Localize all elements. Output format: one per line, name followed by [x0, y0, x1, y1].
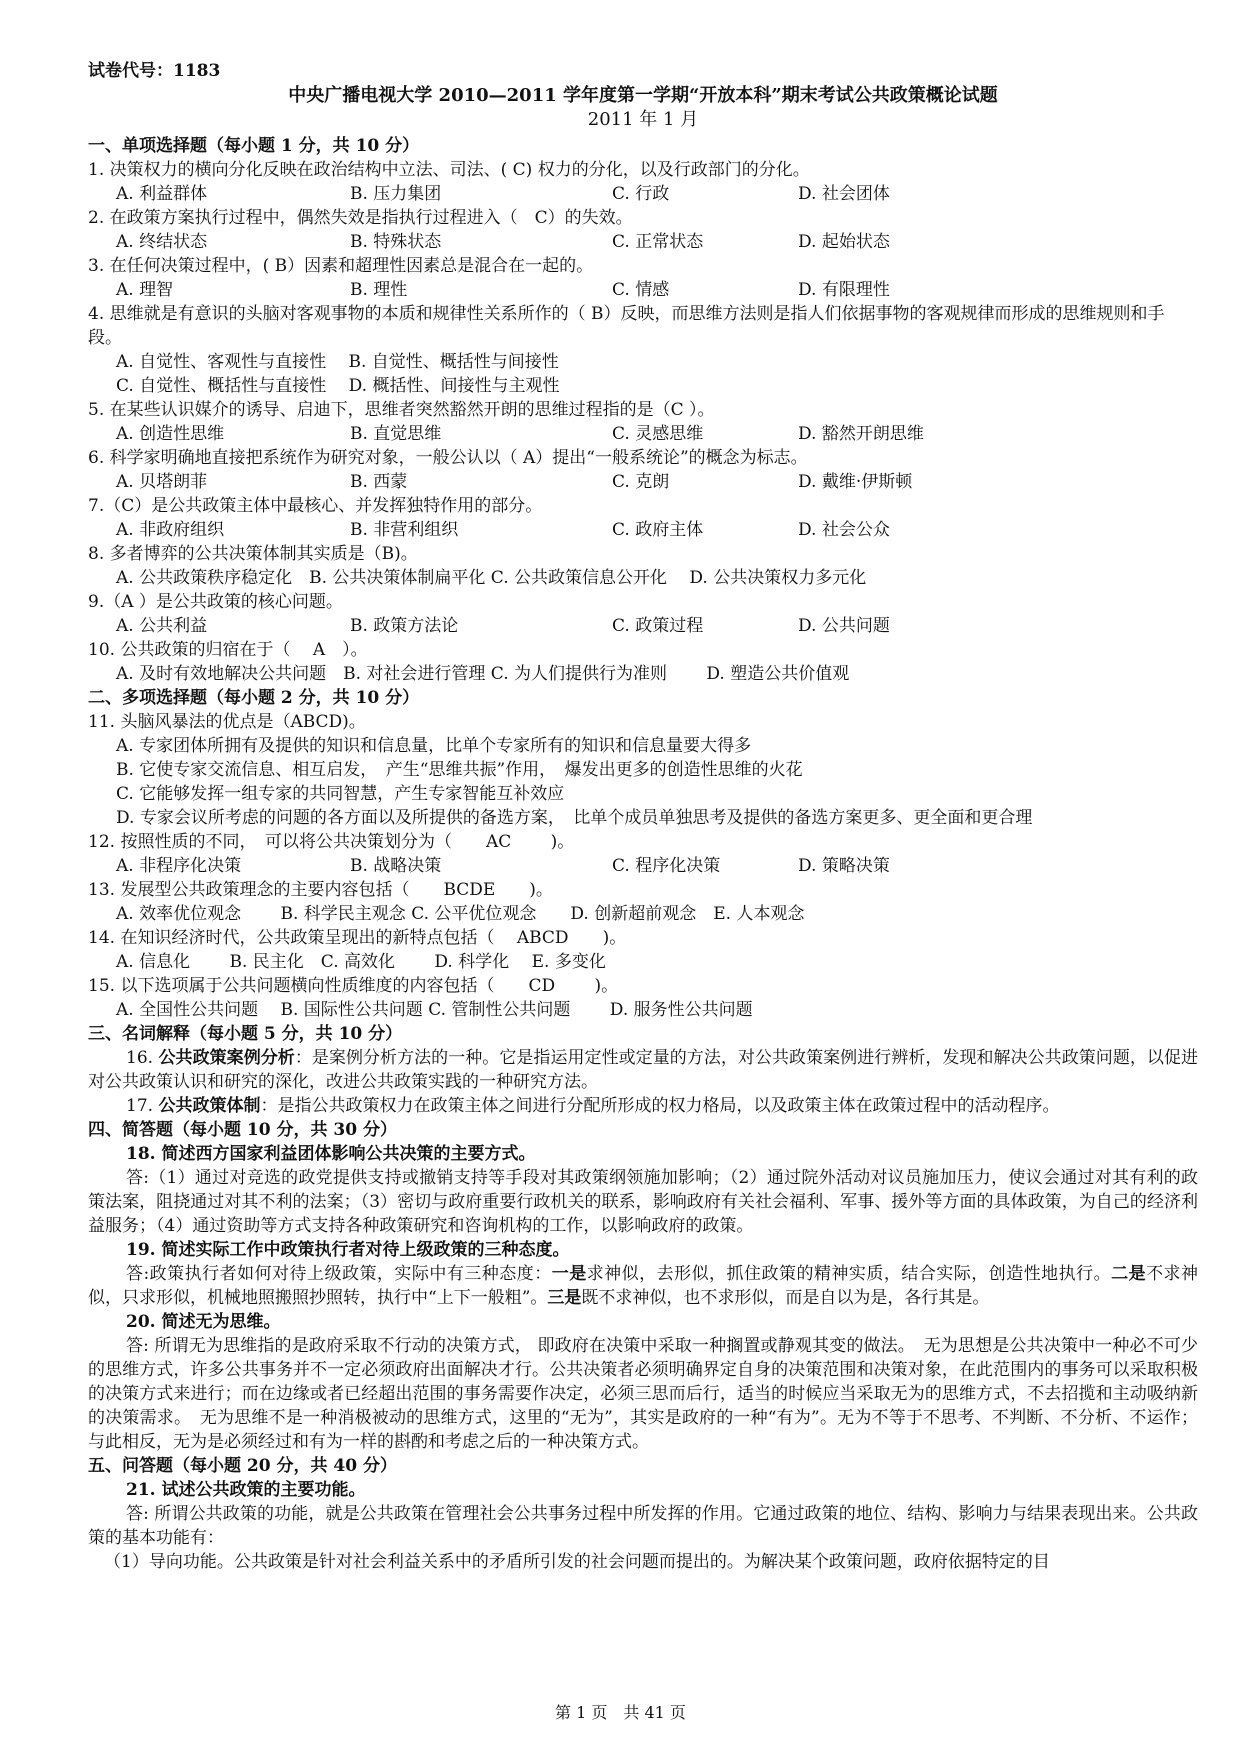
- option-line: A. 专家团体所拥有及提供的知识和信息量，比单个专家所有的知识和信息量要大得多: [116, 736, 752, 756]
- question-stem: 13. 发展型公共政策理念的主要内容包括（ BCDE )。: [88, 880, 553, 900]
- option-line: A. 及时有效地解决公共问题 B. 对社会进行管理 C. 为人们提供行为准则 D. 塑造公共价值观: [116, 664, 850, 684]
- question-stem: 14. 在知识经济时代，公共政策呈现出的新特点包括（ ABCD )。: [88, 928, 627, 948]
- question-stem: 6. 科学家明确地直接把系统作为研究对象，一般公认以（ A）提出“一般系统论”的概念为标志。: [88, 448, 808, 468]
- option-line: A. 信息化 B. 民主化 C. 高效化 D. 科学化 E. 多变化: [116, 952, 606, 972]
- option: D. 戴维·伊斯顿: [798, 472, 913, 492]
- exam-page: [88, 52, 1198, 1574]
- option: A. 创造性思维: [116, 424, 225, 444]
- option: A. 理智: [116, 280, 174, 300]
- option: D. 起始状态: [798, 232, 890, 252]
- multiple-choice-questions: [88, 710, 1198, 1022]
- option-line: D. 专家会议所考虑的问题的各方面以及所提供的备选方案， 比单个成员单独思考及提供的备选方案更多、更全面和更合理: [116, 808, 1033, 828]
- question-title: 20. 简述无为思维。: [126, 1312, 281, 1332]
- question-title: 19. 简述实际工作中政策执行者对待上级政策的三种态度。: [126, 1240, 570, 1260]
- section-heading-short-answer: 四、简答题（每小题 10 分，共 30 分）: [88, 1120, 397, 1140]
- option: D. 社会公众: [798, 520, 890, 540]
- answer-point: （1）导向功能。公共政策是针对社会利益关系中的矛盾所引发的社会问题而提出的。为解决某个政策问题，政府依据特定的目: [104, 1552, 1050, 1572]
- option: B. 特殊状态: [350, 232, 442, 252]
- term-definition: 17. 公共政策体制：是指公共政策权力在政策主体之间进行分配所形成的权力格局，以及政策主体在政策过程中的活动程序。: [126, 1096, 1060, 1116]
- question-stem: 12. 按照性质的不同， 可以将公共决策划分为（ AC )。: [88, 832, 575, 852]
- option: D. 公共问题: [798, 616, 890, 636]
- term: 公共政策体制: [158, 1096, 261, 1116]
- question-stem: 9.（A ）是公共政策的核心问题。: [88, 592, 343, 612]
- option-line: B. 它使专家交流信息、相互启发， 产生“思维共振”作用， 爆发出更多的创造性思维的火花: [116, 760, 803, 780]
- option-line: C. 自觉性、概括性与直接性 D. 概括性、间接性与主观性: [116, 376, 560, 396]
- term: 公共政策案例分析: [158, 1048, 295, 1068]
- option: C. 克朗: [612, 472, 670, 492]
- option-line: A. 全国性公共问题 B. 国际性公共问题 C. 管制性公共问题 D. 服务性公共问题: [116, 1000, 753, 1020]
- question-stem: 4. 思维就是有意识的头脑对客观事物的本质和规律性关系所作的（ B）反映，而思维方法则是指人们依据事物的客观规律而形成的思维规则和手段。: [88, 304, 1165, 348]
- option: C. 正常状态: [612, 232, 704, 252]
- answer-text: 答:（1）通过对竞选的政党提供支持或撤销支持等手段对其政策纲领施加影响；（2）通过院外活动对议员施加压力，使议会通过对其有利的政策法案，阻挠通过对其不利的法案；（3）密切与政府重要行政机关的联系，影响政府有关社会福利、军事、援外等方面的具体政策，为自己的经济利益服务；（4）通过资助等方式支持各种政策研究和咨询机构的工作，以影响政府的政策。: [88, 1168, 1198, 1236]
- option-line: C. 它能够发挥一组专家的共同智慧，产生专家智能互补效应: [116, 784, 565, 804]
- options-row: [88, 470, 1198, 494]
- option: C. 情感: [612, 280, 670, 300]
- option: A. 非政府组织: [116, 520, 225, 540]
- options-row: [88, 614, 1198, 638]
- options-row: [88, 230, 1198, 254]
- option: B. 压力集团: [350, 184, 442, 204]
- exam-date: 2011 年 1 月: [587, 109, 699, 130]
- page-title: 中央广播电视大学 2010—2011 学年度第一学期“开放本科”期末考试公共政策概论试题: [288, 85, 998, 106]
- option: B. 理性: [350, 280, 408, 300]
- option-line: A. 自觉性、客观性与直接性 B. 自觉性、概括性与间接性: [116, 352, 559, 372]
- option: D. 策略决策: [798, 856, 890, 876]
- question-stem: 15. 以下选项属于公共问题横向性质维度的内容包括（ CD )。: [88, 976, 619, 996]
- single-choice-questions: [88, 158, 1198, 686]
- section-heading-essay: 五、问答题（每小题 20 分，共 40 分）: [88, 1456, 397, 1476]
- option: C. 政府主体: [612, 520, 704, 540]
- answer-text: 答: 所谓无为思维指的是政府采取不行动的决策方式， 即政府在决策中采取一种搁置或静观其变的做法。 无为思想是公共决策中一种必不可少的思维方式，许多公共事务并不一定必须政府出面解决才行。公共决策者必须明确界定自身的决策范围和决策对象，在此范围内的事务可以采取积极的决策方式来进行；而在边缘或者已经超出范围的事务需要作决定，必须三思而后行，适当的时候应当采取无为的思维方式，不去招揽和主动吸纳新的决策需求。 无为思维不是一种消极被动的思维方式，这里的“无为”，其实是政府的一种“有为”。无为不等于不思考、不判断、不分析、不运作；与此相反，无为是必须经过和有为一样的斟酌和考虑之后的一种决策方式。: [88, 1336, 1198, 1452]
- option: C. 灵感思维: [612, 424, 704, 444]
- question-stem: 10. 公共政策的归宿在于（ A ）。: [88, 640, 368, 660]
- page-number: 第 1 页 共 41 页: [555, 1703, 686, 1722]
- option: B. 政策方法论: [350, 616, 459, 636]
- option: A. 公共利益: [116, 616, 208, 636]
- answer-text: 答: 所谓公共政策的功能，就是公共政策在管理社会公共事务过程中所发挥的作用。它通过政策的地位、结构、影响力与结果表现出来。公共政策的基本功能有：: [88, 1504, 1198, 1548]
- option: B. 非营利组织: [350, 520, 459, 540]
- option: C. 程序化决策: [612, 856, 721, 876]
- question-stem: 2. 在政策方案执行过程中，偶然失效是指执行过程进入（ C）的失效。: [88, 208, 633, 228]
- option-line: A. 效率优位观念 B. 科学民主观念 C. 公平优位观念 D. 创新超前观念 E. 人本观念: [116, 904, 805, 924]
- answer-text: 答:政策执行者如何对待上级政策，实际中有三种态度：一是求神似，去形似，抓住政策的精神实质，结合实际，创造性地执行。二是不求神似，只求形似，机械地照搬照抄照转，执行中“上下一般粗”。三是既不求神似，也不求形似，而是自以为是，各行其是。: [88, 1264, 1199, 1308]
- question-title: 18. 简述西方国家利益团体影响公共决策的主要方式。: [126, 1144, 536, 1164]
- paper-code: 试卷代号：1183: [88, 61, 221, 81]
- question-stem: 7.（C）是公共政策主体中最核心、并发挥独特作用的部分。: [88, 496, 543, 516]
- option-line: A. 公共政策秩序稳定化 B. 公共决策体制扁平化 C. 公共政策信息公开化 D. 公共决策权力多元化: [116, 568, 867, 588]
- option: D. 社会团体: [798, 184, 890, 204]
- section-heading-term-definitions: 三、名词解释（每小题 5 分，共 10 分）: [88, 1024, 403, 1044]
- option: C. 政策过程: [612, 616, 704, 636]
- question-stem: 5. 在某些认识媒介的诱导、启迪下，思维者突然豁然开朗的思维过程指的是（C ）。: [88, 400, 715, 420]
- option: A. 非程序化决策: [116, 856, 242, 876]
- option: A. 利益群体: [116, 184, 208, 204]
- option: B. 西蒙: [350, 472, 408, 492]
- option: D. 有限理性: [798, 280, 890, 300]
- question-stem: 11. 头脑风暴法的优点是（ABCD)。: [88, 712, 366, 732]
- section-heading-multiple-choice: 二、多项选择题（每小题 2 分，共 10 分）: [88, 688, 420, 708]
- option: B. 战略决策: [350, 856, 442, 876]
- section-heading-single-choice: 一、单项选择题（每小题 1 分，共 10 分）: [88, 136, 420, 156]
- option: B. 直觉思维: [350, 424, 442, 444]
- options-row: [88, 182, 1198, 206]
- option: A. 终结状态: [116, 232, 208, 252]
- term-definition: 16. 公共政策案例分析：是案例分析方法的一种。它是指运用定性或定量的方法，对公共政策案例进行辨析，发现和解决公共政策问题，以促进对公共政策认识和研究的深化，改进公共政策实践的一种研究方法。: [88, 1048, 1199, 1092]
- option: A. 贝塔朗菲: [116, 472, 208, 492]
- options-row: [88, 518, 1198, 542]
- options-row: [88, 854, 1198, 878]
- option: D. 豁然开朗思维: [798, 424, 924, 444]
- option: C. 行政: [612, 184, 670, 204]
- question-title: 21. 试述公共政策的主要功能。: [126, 1480, 366, 1500]
- question-stem: 8. 多者博弈的公共决策体制其实质是（B)。: [88, 544, 418, 564]
- question-stem: 1. 决策权力的横向分化反映在政治结构中立法、司法、( C) 权力的分化，以及行政部门的分化。: [88, 160, 810, 180]
- options-row: [88, 278, 1198, 302]
- question-stem: 3. 在任何决策过程中，( B）因素和超理性因素总是混合在一起的。: [88, 256, 594, 276]
- options-row: [88, 422, 1198, 446]
